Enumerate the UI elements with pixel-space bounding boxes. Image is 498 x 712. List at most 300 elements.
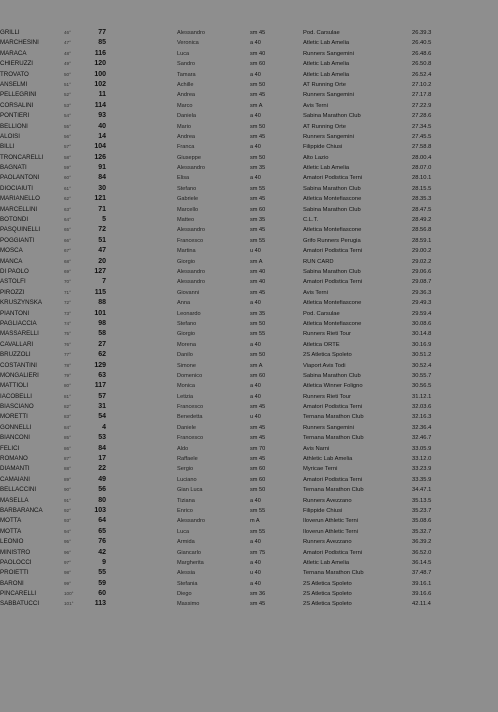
surname: MORETTI <box>0 413 28 421</box>
surname: CHIERUZZI <box>0 60 33 68</box>
finish-time: 29.02.2 <box>412 258 432 265</box>
first-name: Achille <box>177 81 194 88</box>
club: Atletica Montefiascone <box>303 300 362 307</box>
position: 86° <box>64 445 71 451</box>
bib-number: 84 <box>98 174 106 182</box>
bib-number: 59 <box>98 579 106 587</box>
category: sm 50 <box>250 123 266 130</box>
position: 96° <box>64 549 71 555</box>
club: Iloverun Athletic Terni <box>303 528 358 535</box>
table-row <box>0 163 498 173</box>
finish-time: 32.36.4 <box>412 424 432 431</box>
table-row <box>0 496 498 506</box>
position: 56° <box>64 133 71 139</box>
first-name: Stefania <box>177 580 198 587</box>
position: 91° <box>64 497 71 503</box>
club: Runners Rieti Tour <box>303 331 351 338</box>
surname: ROMANO <box>0 455 28 463</box>
club: Amatori Podistica Terni <box>303 404 363 411</box>
surname: BARBARANCA <box>0 506 43 514</box>
position: 73° <box>64 310 71 316</box>
surname: MARCELLINI <box>0 205 38 213</box>
first-name: Franca <box>177 144 195 151</box>
finish-time: 28.00.4 <box>412 154 432 161</box>
first-name: Mario <box>177 123 191 130</box>
surname: BIASCIANO <box>0 403 34 411</box>
category: sm 35 <box>250 165 266 172</box>
position: 66° <box>64 237 71 243</box>
surname: DIOCIAIUTI <box>0 184 34 192</box>
surname: COSTANTINI <box>0 361 38 369</box>
club: Amatori Podistica Terni <box>303 175 363 182</box>
first-name: Domenico <box>177 372 203 379</box>
club: Filippide Chiusi <box>303 144 343 151</box>
first-name: Francesco <box>177 237 204 244</box>
bib-number: 11 <box>98 91 106 99</box>
first-name: Massimo <box>177 601 200 608</box>
table-row <box>0 132 498 142</box>
position: 93° <box>64 518 71 524</box>
category: sm 45 <box>250 456 266 463</box>
category: sm 36 <box>250 591 266 598</box>
category: sm 70 <box>250 445 266 452</box>
position: 94° <box>64 528 71 534</box>
first-name: Luca <box>177 50 190 57</box>
bib-number: 80 <box>98 496 106 504</box>
bib-number: 77 <box>98 29 106 36</box>
position: 89° <box>64 476 71 482</box>
club: Runners Sangemini <box>303 50 354 57</box>
first-name: Marcello <box>177 206 199 213</box>
position: 49° <box>64 61 71 67</box>
bib-number: 58 <box>98 330 106 338</box>
table-row <box>0 111 498 121</box>
category: a 40 <box>250 393 261 400</box>
category: sm 60 <box>250 476 266 483</box>
table-row <box>0 454 498 464</box>
category: sm 45 <box>250 196 266 203</box>
table-row <box>0 340 498 350</box>
first-name: Martina <box>177 248 196 255</box>
finish-time: 26.50.8 <box>412 61 432 68</box>
category: sm 45 <box>250 289 266 296</box>
surname: GRILLI <box>0 29 20 36</box>
club: Atletic Lab Amelia <box>303 165 350 172</box>
surname: MONGALIERI <box>0 371 39 379</box>
first-name: Alessandro <box>177 279 205 286</box>
club: RUN CARD <box>303 258 334 265</box>
table-row <box>0 153 498 163</box>
surname: MATTIOLI <box>0 382 29 390</box>
category: sm 50 <box>250 81 266 88</box>
first-name: Morena <box>177 341 196 348</box>
first-name: Stefano <box>177 185 197 192</box>
table-row <box>0 59 498 69</box>
bib-number: 120 <box>94 60 106 68</box>
position: 88° <box>64 466 71 472</box>
club: Sabina Marathon Club <box>303 206 361 213</box>
club: Ternana Marathon Club <box>303 435 364 442</box>
position: 54° <box>64 113 71 119</box>
first-name: Sergio <box>177 466 194 473</box>
bib-number: 5 <box>102 216 106 224</box>
club: 2S Atletica Spoleto <box>303 580 352 587</box>
bib-number: 85 <box>98 39 106 47</box>
table-row <box>0 298 498 308</box>
surname: ASTOLFI <box>0 278 26 286</box>
table-row <box>0 485 498 495</box>
category: sm 45 <box>250 30 266 36</box>
surname: PAOLOCCI <box>0 558 32 566</box>
club: Amatori Podistica Terni <box>303 476 363 483</box>
first-name: Benedetta <box>177 414 203 421</box>
category: sm 75 <box>250 549 266 556</box>
category: a 40 <box>250 300 261 307</box>
finish-time: 32.46.7 <box>412 435 432 442</box>
surname: PIROZZI <box>0 288 25 296</box>
club: Grifo Runners Perugia <box>303 237 361 244</box>
finish-time: 30.14.8 <box>412 331 432 338</box>
first-name: Luciano <box>177 476 197 483</box>
surname: MOTTA <box>0 517 22 525</box>
position: 69° <box>64 268 71 274</box>
surname: PONTIERI <box>0 112 30 120</box>
finish-time: 33.23.9 <box>412 466 432 473</box>
finish-time: 28.59.1 <box>412 237 432 244</box>
bib-number: 7 <box>102 278 106 286</box>
finish-time: 26.48.6 <box>412 50 432 57</box>
position: 90° <box>64 487 71 493</box>
position: 67° <box>64 248 71 254</box>
bib-number: 115 <box>94 288 106 296</box>
bib-number: 62 <box>98 351 106 359</box>
first-name: Daniela <box>177 113 196 120</box>
finish-time: 42.11.4 <box>412 601 431 608</box>
bib-number: 20 <box>98 257 106 265</box>
first-name: Alessandro <box>177 268 205 275</box>
club: Runners Sangemini <box>303 133 354 140</box>
category: sm 35 <box>250 217 266 224</box>
finish-time: 33.35.9 <box>412 476 432 483</box>
bib-number: 117 <box>94 382 106 390</box>
position: 59° <box>64 165 71 171</box>
first-name: Andrea <box>177 92 196 99</box>
bib-number: 129 <box>94 361 106 369</box>
category: sm 60 <box>250 61 266 68</box>
finish-time: 29.36.3 <box>412 289 432 296</box>
club: Viaport Avis Todi <box>303 362 346 369</box>
first-name: Alessandro <box>177 518 205 525</box>
club: 2S Atletica Spoleto <box>303 352 352 359</box>
finish-time: 28.10.1 <box>412 175 432 182</box>
category: sm 45 <box>250 435 266 442</box>
category: sm 60 <box>250 466 266 473</box>
table-row <box>0 516 498 526</box>
surname: GONNELLI <box>0 423 32 431</box>
bib-number: 84 <box>98 444 106 452</box>
finish-time: 36.52.0 <box>412 549 432 556</box>
club: 2S Atletica Spoleto <box>303 591 352 598</box>
category: sm 50 <box>250 154 266 161</box>
table-row <box>0 361 498 371</box>
position: 79° <box>64 372 71 378</box>
position: 74° <box>64 320 71 326</box>
table-row <box>0 329 498 339</box>
club: Atletic Lab Amelia <box>303 61 350 68</box>
finish-time: 28.56.8 <box>412 227 432 234</box>
position: 62° <box>64 196 71 202</box>
position: 58° <box>64 154 71 160</box>
category: sm 55 <box>250 185 266 192</box>
surname: MASSARELLI <box>0 330 39 338</box>
first-name: Matteo <box>177 217 195 224</box>
position: 61° <box>64 185 71 191</box>
club: Avis Terni <box>303 289 328 296</box>
finish-time: 39.16.1 <box>412 580 432 587</box>
table-row <box>0 194 498 204</box>
club: AT Running Orte <box>303 123 346 130</box>
club: Ternana Marathon Club <box>303 570 364 577</box>
bib-number: 103 <box>94 506 106 514</box>
category: a 40 <box>250 559 261 566</box>
category: a 40 <box>250 539 261 546</box>
surname: BELLIONI <box>0 122 28 130</box>
category: a 40 <box>250 71 261 78</box>
surname: DIAMANTI <box>0 465 30 473</box>
first-name: Andrea <box>177 133 196 140</box>
table-row <box>0 579 498 589</box>
position: 65° <box>64 227 71 233</box>
finish-time: 28.07.0 <box>412 165 432 172</box>
bib-number: 126 <box>94 153 106 161</box>
surname: PROIETTI <box>0 569 29 577</box>
finish-time: 30.55.7 <box>412 372 432 379</box>
finish-time: 27.58.8 <box>412 144 432 151</box>
finish-time: 29.59.4 <box>412 310 432 317</box>
bib-number: 91 <box>98 164 106 172</box>
club: Avis Narni <box>303 445 330 452</box>
finish-time: 37.48.7 <box>412 570 432 577</box>
club: Amatori Podistica Terni <box>303 279 363 286</box>
finish-time: 26.52.4 <box>412 71 432 78</box>
category: u 40 <box>250 414 261 421</box>
club: 2S Atletica Spoleto <box>303 601 352 608</box>
club: Sabina Marathon Club <box>303 268 361 275</box>
category: sm 45 <box>250 601 266 608</box>
finish-time: 35.13.5 <box>412 497 432 504</box>
finish-time: 27.22.9 <box>412 102 432 109</box>
bib-number: 40 <box>98 122 106 130</box>
table-row <box>0 277 498 287</box>
finish-time: 36.39.2 <box>412 539 432 546</box>
table-row <box>0 257 498 267</box>
position: 85° <box>64 435 71 441</box>
first-name: Anna <box>177 300 191 307</box>
category: sm 50 <box>250 487 266 494</box>
first-name: Giuseppe <box>177 154 201 161</box>
club: Sabina Marathon Club <box>303 185 361 192</box>
club: Runners Avezzano <box>303 539 352 546</box>
bib-number: 72 <box>98 226 106 234</box>
finish-time: 35.08.6 <box>412 518 432 525</box>
surname: POGGIANTI <box>0 236 35 244</box>
first-name: Margherita <box>177 559 204 566</box>
club: Amatori Podistica Terni <box>303 549 363 556</box>
finish-time: 30.56.5 <box>412 383 432 390</box>
bib-number: 98 <box>98 319 106 327</box>
finish-time: 26.40.5 <box>412 40 432 47</box>
club: Atletica ORTE <box>303 341 340 348</box>
first-name: Alessia <box>177 570 196 577</box>
surname: PASQUINELLI <box>0 226 41 234</box>
bib-number: 60 <box>98 590 106 598</box>
first-name: Letizia <box>177 393 194 400</box>
category: sm 50 <box>250 352 266 359</box>
category: a 40 <box>250 580 261 587</box>
surname: PINCARELLI <box>0 590 37 598</box>
category: a 40 <box>250 40 261 47</box>
position: 101° <box>64 601 74 607</box>
surname: CORSALINI <box>0 101 34 109</box>
table-row <box>0 319 498 329</box>
category: sm A <box>250 102 263 109</box>
club: Myricae Terni <box>303 466 338 473</box>
category: a 40 <box>250 113 261 120</box>
category: m A <box>250 518 260 525</box>
first-name: Alessandro <box>177 165 205 172</box>
first-name: Simone <box>177 362 196 369</box>
finish-time: 27.34.5 <box>412 123 432 130</box>
category: sm A <box>250 258 263 265</box>
table-row <box>0 184 498 194</box>
first-name: Tiziana <box>177 497 195 504</box>
first-name: Giorgio <box>177 258 196 265</box>
first-name: Stefano <box>177 320 197 327</box>
bib-number: 114 <box>94 101 106 109</box>
finish-time: 28.35.3 <box>412 196 432 203</box>
bib-number: 102 <box>94 80 106 88</box>
first-name: Marco <box>177 102 193 109</box>
table-row <box>0 568 498 578</box>
finish-time: 27.28.6 <box>412 113 432 120</box>
table-row <box>0 558 498 568</box>
table-row <box>0 90 498 100</box>
table-row <box>0 589 498 599</box>
club: Filippide Chiusi <box>303 507 343 514</box>
first-name: Leonardo <box>177 310 201 317</box>
table-row <box>0 246 498 256</box>
surname: BOTONDI <box>0 216 29 224</box>
surname: CAVALLARI <box>0 340 34 348</box>
table-row <box>0 142 498 152</box>
bib-number: 64 <box>98 517 106 525</box>
surname: PIANTONI <box>0 309 30 317</box>
table-row <box>0 350 498 360</box>
table-row <box>0 80 498 90</box>
surname: MARCHESINI <box>0 39 39 47</box>
category: sm 35 <box>250 310 266 317</box>
surname: MINISTRO <box>0 548 31 556</box>
bib-number: 51 <box>98 236 106 244</box>
club: Pod. Carsulae <box>303 310 340 317</box>
first-name: Aldo <box>177 445 189 452</box>
position: 87° <box>64 456 71 462</box>
club: AT Running Orte <box>303 81 346 88</box>
first-name: Veronica <box>177 40 199 47</box>
surname: FELICI <box>0 444 20 452</box>
category: sm 60 <box>250 372 266 379</box>
first-name: Raffaele <box>177 456 198 463</box>
first-name: Enrico <box>177 507 193 514</box>
first-name: Gabriele <box>177 196 199 203</box>
category: sm 55 <box>250 237 266 244</box>
bib-number: 9 <box>102 558 106 566</box>
surname: MASELLA <box>0 496 29 504</box>
club: Avis Terni <box>303 102 328 109</box>
category: u 40 <box>250 248 261 255</box>
club: Sabina Marathon Club <box>303 113 361 120</box>
table-row <box>0 122 498 132</box>
finish-time: 27.10.2 <box>412 81 432 88</box>
finish-time: 31.12.1 <box>412 393 432 400</box>
category: u 40 <box>250 570 261 577</box>
category: sm 40 <box>250 50 266 57</box>
surname: MARIANELLO <box>0 195 40 203</box>
bib-number: 47 <box>98 247 106 255</box>
position: 100° <box>64 591 74 597</box>
finish-time: 28.47.5 <box>412 206 432 213</box>
bib-number: 27 <box>98 340 106 348</box>
surname: IACOBELLI <box>0 392 32 400</box>
surname: CAMAIANI <box>0 475 30 483</box>
club: Runners Sangemini <box>303 92 354 99</box>
category: sm A <box>250 362 263 369</box>
finish-time: 28.49.2 <box>412 217 432 224</box>
first-name: Francesco <box>177 404 204 411</box>
position: 78° <box>64 362 71 368</box>
position: 46° <box>64 30 71 35</box>
category: sm 55 <box>250 507 266 514</box>
club: Atletic Lab Amelia <box>303 40 350 47</box>
table-row <box>0 527 498 537</box>
position: 77° <box>64 352 71 358</box>
surname: MARACA <box>0 49 27 57</box>
category: sm 50 <box>250 320 266 327</box>
bib-number: 55 <box>98 569 106 577</box>
category: a 40 <box>250 144 261 151</box>
position: 50° <box>64 71 71 77</box>
table-row <box>0 101 498 111</box>
bib-number: 4 <box>102 423 106 431</box>
position: 51° <box>64 81 71 87</box>
category: a 40 <box>250 341 261 348</box>
finish-time: 32.16.3 <box>412 414 432 421</box>
position: 47° <box>64 40 71 46</box>
surname: ANSELMI <box>0 80 28 88</box>
finish-time: 34.47.1 <box>412 487 432 494</box>
surname: MANCA <box>0 257 23 265</box>
table-row <box>0 599 498 609</box>
surname: PAOLANTONI <box>0 174 40 182</box>
table-row <box>0 215 498 225</box>
club: Alto Lazio <box>303 154 329 161</box>
club: Ternana Marathon Club <box>303 414 364 421</box>
position: 82° <box>64 404 71 410</box>
position: 71° <box>64 289 71 295</box>
first-name: Elisa <box>177 175 190 182</box>
finish-time: 35.23.7 <box>412 507 432 514</box>
club: Runners Avezzano <box>303 497 352 504</box>
